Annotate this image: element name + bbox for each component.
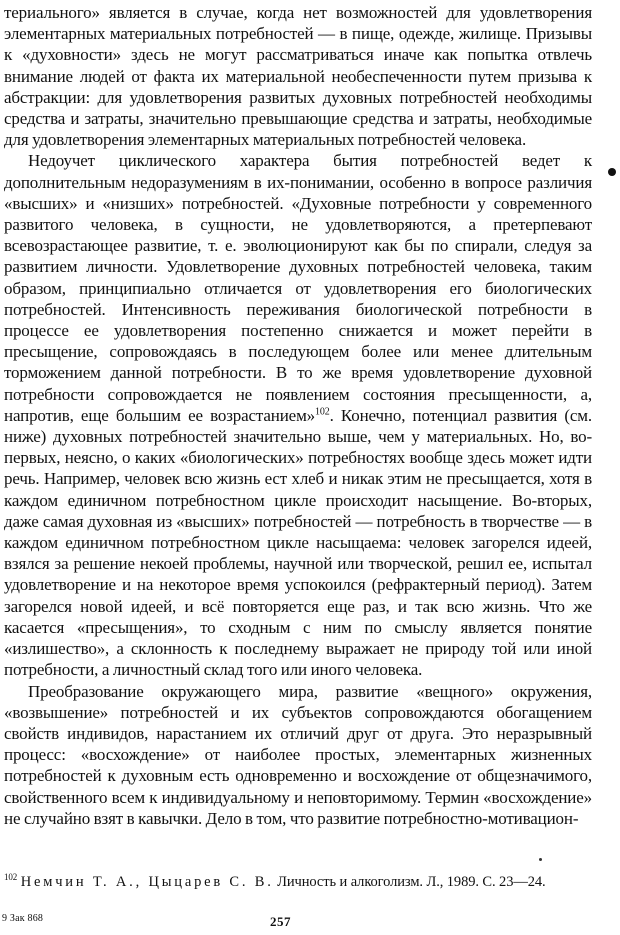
footnote bbox=[4, 873, 592, 891]
paragraph-3-text: Преобразование окружающего мира, развитие «вещного» окружения, «возвышение» потребностей и их субъектов сопровождаются обогащением свойств индивидов, нарастанием их отличий друг от друга. Это неразрывный процесс: «восхождение» от наиболее простых, элементарных жизненных потребностей к духовным есть одновременно и восхождение от общезначимого, свойственного всем к индивидуальному и неповторимому. Термин «восхождение» не случайно взят в кавычки. Дело в том, что развитие потребностно-мотивацион- bbox=[4, 681, 592, 828]
paragraph-1 bbox=[4, 2, 592, 150]
stray-dot-mark bbox=[539, 858, 542, 861]
footnote-mark: 102 bbox=[4, 872, 18, 883]
paragraph-3 bbox=[4, 681, 592, 829]
footnote-reference: 102 bbox=[315, 406, 330, 418]
footnote-text: Личность и алкоголизм. Л., 1989. С. 23—24. bbox=[273, 874, 546, 890]
printer-signature: 9 Зак 868 bbox=[2, 913, 44, 924]
page-number: 257 bbox=[270, 914, 291, 929]
footnote-authors: Немчин Т. А., Цыцарев С. В. bbox=[20, 874, 274, 890]
main-text bbox=[4, 2, 592, 829]
paragraph-2 bbox=[4, 150, 592, 680]
margin-dot-mark bbox=[608, 168, 616, 176]
paragraph-2-text: Недоучет циклического характера бытия потребностей ведет к дополнительным недоразумениям в их-понимании, особенно в вопросе различия «высших» и «низших» потребностей. «Духовные потребности у современного развитого человека, в сущности, не удовлетворяются, а претерпевают всевозрастающее развитие, т. е. эволюционируют как бы по спирали, следуя за развитием личности. Удовлетворение духовных потребностей человека, таким образом, принципиально отличается от удовлетворения его биологических потребностей. Интенсивность переживания биологической потребности в процессе ее удовлетворения постепенно снижается и может перейти в пресыщение, сопровождаясь в последующем более или менее длительным торможением данной потребности. В то же время удовлетворение духовной потребности сопровождается не появлением состояния пресыщенности, а, напротив, еще большим ее возрастанием» bbox=[4, 151, 592, 425]
paragraph-2-text-continued: . Конечно, потенциал развития (см. ниже) духовных потребностей значительно выше, чем у материальных. Но, во-первых, неясно, о каких «биологических» потребностях вообще здесь может идти речь. Например, человек всю жизнь ест хлеб и никак этим не пресыщается, хотя в каждом единичном потребностном цикле происходит насыщение. Во-вторых, даже самая духовная из «высших» потребностей — потребность в творчестве — в каждом единичном потребностном цикле насыщаема: человек загорелся идеей, взялся за решение некоей проблемы, научной или творческой, решил ее, испытал удовлетворение и на некоторое время успокоился (рефрактерный период). Затем загорелся новой идеей, и всё повторяется еще раз, и так всю жизнь. Что же касается «пресыщения», то сходным с ним по смыслу является понятие «излишество», а склонность к последнему выражает не природу той или иной потребности, а личностный склад того или иного человека. bbox=[4, 405, 592, 680]
paragraph-1-text: териального» является в случае, когда нет возможностей для удовлетворения элементарных материальных потребностей — в пище, одежде, жилище. Призывы к «духовности» здесь не могут рассматриваться иначе как попытка отвлечь внимание людей от факта их материальной необеспеченности путем призыва к абстракции: для удовлетворения развитых духовных потребностей необходимы средства и затраты, значительно превышающие средства и затраты, необходимые для удовлетворения элементарных материальных потребностей человека. bbox=[4, 3, 592, 150]
